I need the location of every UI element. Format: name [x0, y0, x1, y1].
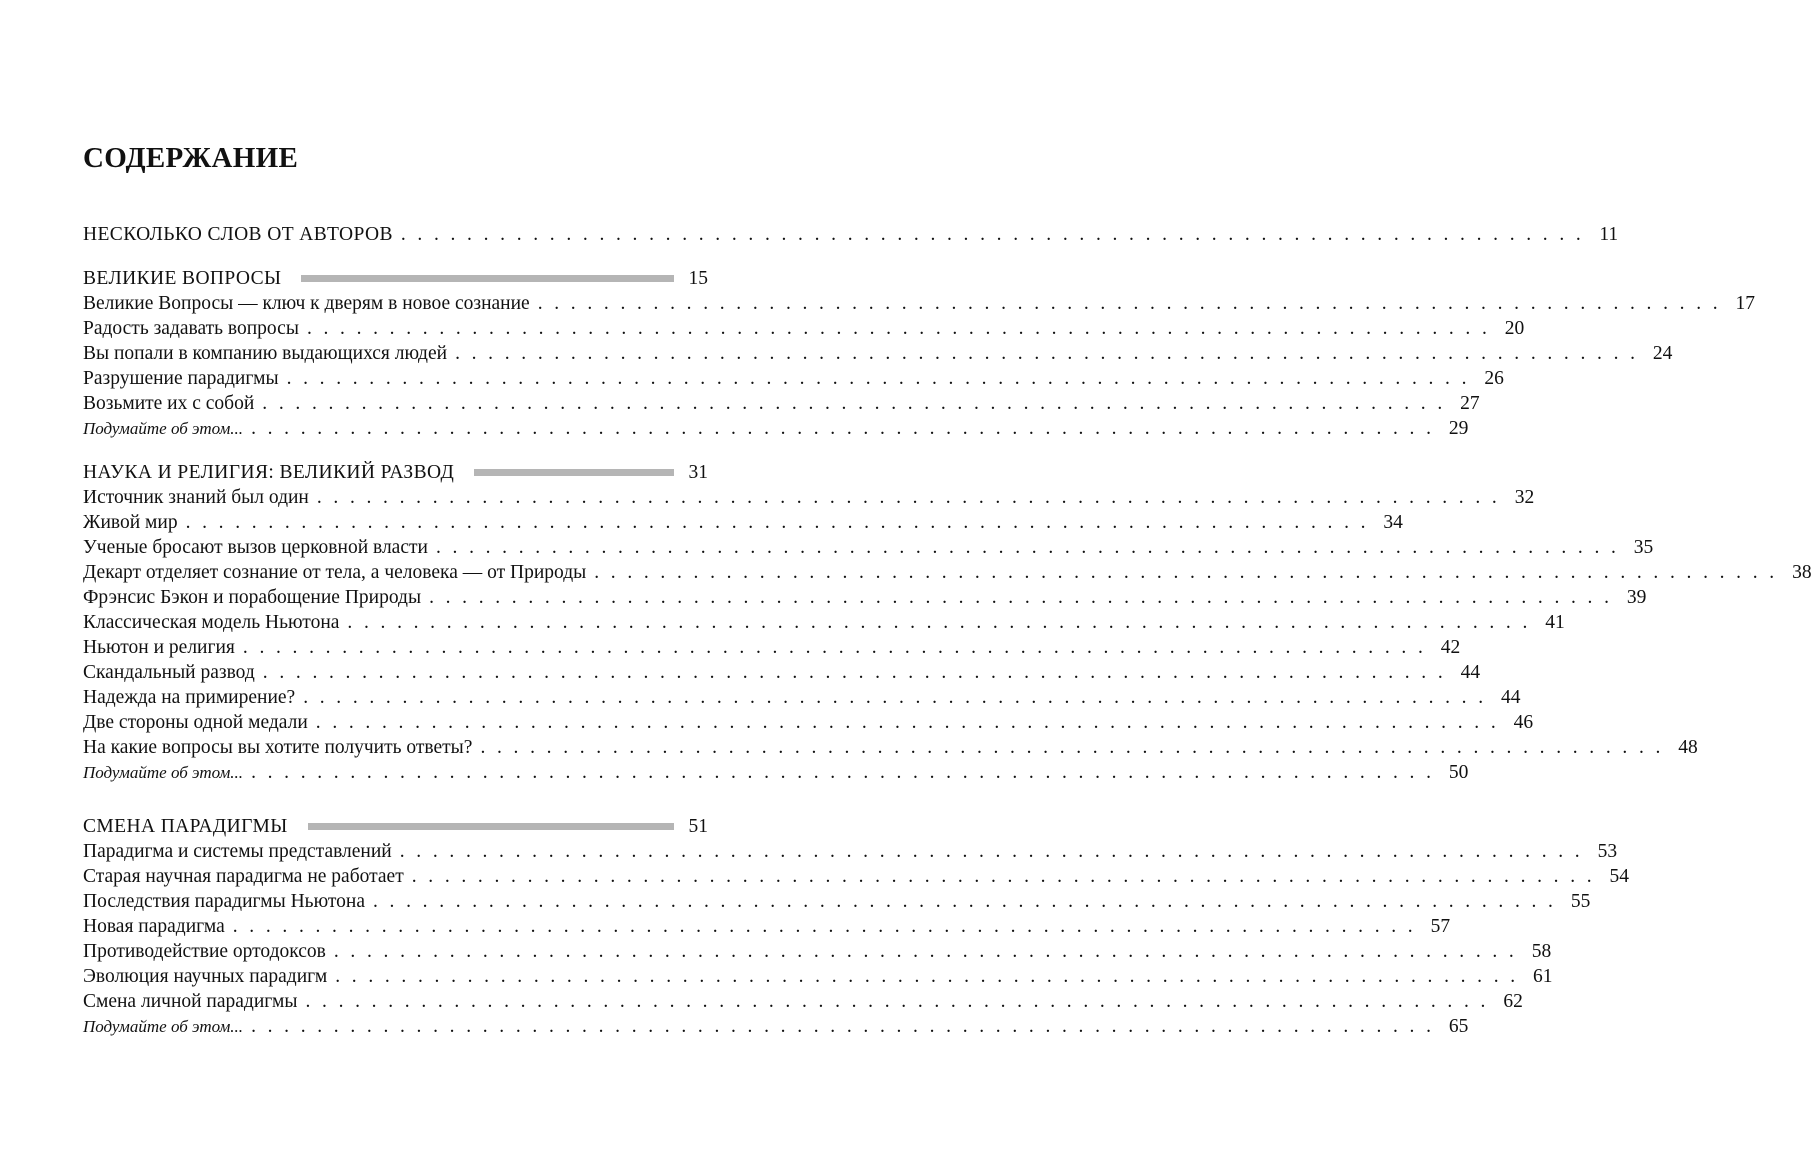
- section-rule: [301, 275, 674, 282]
- toc-page-number: 65: [1448, 1016, 1469, 1037]
- toc-page-number: 24: [1652, 343, 1673, 364]
- toc-entry-label: Парадигма и системы представлений: [83, 841, 392, 862]
- toc-entry-label: Подумайте об этом...: [83, 1017, 244, 1036]
- toc-entry-think-about-it[interactable]: [83, 760, 1469, 785]
- dot-leader: . . . . . . . . . . . . . . . . . . . . . . . . . . . . . . . . . . . . . . . . . . . . . . . . . . . . . . . . . . . . . . . . . . . . . . . .: [429, 587, 1613, 608]
- toc-page-number: 17: [1735, 293, 1756, 314]
- toc-entry[interactable]: [83, 839, 1618, 864]
- section-page-number: 31: [688, 462, 708, 483]
- toc-page-number: 62: [1503, 991, 1523, 1012]
- toc-entry-label: Разрушение парадигмы: [83, 368, 279, 389]
- toc-page-number: 46: [1513, 712, 1534, 733]
- toc-page-number: 48: [1678, 737, 1698, 758]
- toc-page-number: 41: [1545, 612, 1565, 633]
- toc-page-number: 27: [1460, 393, 1480, 414]
- toc-page-number: 61: [1533, 966, 1553, 987]
- toc-preface[interactable]: [83, 222, 1619, 247]
- section-title: ВЕЛИКИЕ ВОПРОСЫ: [83, 268, 282, 289]
- toc-page-number: 53: [1597, 841, 1618, 862]
- dot-leader: . . . . . . . . . . . . . . . . . . . . . . . . . . . . . . . . . . . . . . . . . . . . . . . . . . . . . . . . . . . . . . . . . . . . . . . .: [373, 891, 1557, 912]
- toc-entry[interactable]: [83, 366, 1504, 391]
- toc-entry[interactable]: [83, 485, 1535, 510]
- toc-entry[interactable]: [83, 535, 1654, 560]
- toc-entry-label: Смена личной парадигмы: [83, 991, 298, 1012]
- toc-page-number: 11: [1599, 224, 1619, 245]
- dot-leader: . . . . . . . . . . . . . . . . . . . . . . . . . . . . . . . . . . . . . . . . . . . . . . . . . . . . . . . . . . . . . . . . . . . . . . . .: [306, 318, 1491, 339]
- toc-entry-label: Классическая модель Ньютона: [83, 612, 340, 633]
- table-of-contents: [83, 222, 1812, 1039]
- dot-leader: . . . . . . . . . . . . . . . . . . . . . . . . . . . . . . . . . . . . . . . . . . . . . . . . . . . . . . . . . . . . . . . . . . . . . . . .: [399, 841, 1584, 862]
- toc-page-number: 54: [1609, 866, 1630, 887]
- toc-entry[interactable]: [83, 685, 1521, 710]
- toc-entry[interactable]: [83, 560, 1812, 585]
- toc-entry[interactable]: [83, 735, 1698, 760]
- toc-entry-label: Последствия парадигмы Ньютона: [83, 891, 365, 912]
- dot-leader: . . . . . . . . . . . . . . . . . . . . . . . . . . . . . . . . . . . . . . . . . . . . . . . . . . . . . . . . . . . . . . . . . . . . . . . .: [594, 562, 1778, 583]
- toc-entry-label: Ученые бросают вызов церковной власти: [83, 537, 428, 558]
- toc-entry-label: Источник знаний был один: [83, 487, 309, 508]
- toc-page-number: 20: [1504, 318, 1525, 339]
- toc-entry-label: Две стороны одной медали: [83, 712, 308, 733]
- toc-entry-label: Подумайте об этом...: [83, 763, 244, 782]
- toc-entry-label: Фрэнсис Бэкон и порабощение Природы: [83, 587, 422, 608]
- toc-page-number: 55: [1570, 891, 1591, 912]
- toc-page-number: 34: [1383, 512, 1403, 533]
- toc-entry[interactable]: [83, 341, 1673, 366]
- toc-entry[interactable]: [83, 635, 1461, 660]
- toc-entry[interactable]: [83, 864, 1630, 889]
- toc-entry-label: Подумайте об этом...: [83, 419, 244, 438]
- toc-entry[interactable]: [83, 964, 1553, 989]
- toc-entry-label: Противодействие ортодоксов: [83, 941, 326, 962]
- dot-leader: . . . . . . . . . . . . . . . . . . . . . . . . . . . . . . . . . . . . . . . . . . . . . . . . . . . . . . . . . . . . . . . . . . . . . . . .: [251, 762, 1435, 783]
- dot-leader: . . . . . . . . . . . . . . . . . . . . . . . . . . . . . . . . . . . . . . . . . . . . . . . . . . . . . . . . . . . . . . . . . . . . . . . .: [305, 991, 1489, 1012]
- toc-entry-label: Ньютон и религия: [83, 637, 235, 658]
- dot-leader: . . . . . . . . . . . . . . . . . . . . . . . . . . . . . . . . . . . . . . . . . . . . . . . . . . . . . . . . . . . . . . . . . . . . . . . .: [262, 393, 1446, 414]
- toc-entry-label: Радость задавать вопросы: [83, 318, 299, 339]
- toc-page-number: 32: [1514, 487, 1535, 508]
- dot-leader: . . . . . . . . . . . . . . . . . . . . . . . . . . . . . . . . . . . . . . . . . . . . . . . . . . . . . . . . . . . . . . . . . . . . . . . .: [411, 866, 1596, 887]
- dot-leader: . . . . . . . . . . . . . . . . . . . . . . . . . . . . . . . . . . . . . . . . . . . . . . . . . . . . . . . . . . . . . . . . . . . . . . . .: [185, 512, 1369, 533]
- toc-entry-label: НЕСКОЛЬКО СЛОВ ОТ АВТОРОВ: [83, 224, 393, 245]
- dot-leader: . . . . . . . . . . . . . . . . . . . . . . . . . . . . . . . . . . . . . . . . . . . . . . . . . . . . . . . . . . . . . . . . . . . . . . . .: [480, 737, 1664, 758]
- toc-entry-label: Великие Вопросы — ключ к дверям в новое сознание: [83, 293, 530, 314]
- toc-entry-label: Вы попали в компанию выдающихся людей: [83, 343, 448, 364]
- toc-entry[interactable]: [83, 889, 1591, 914]
- dot-leader: . . . . . . . . . . . . . . . . . . . . . . . . . . . . . . . . . . . . . . . . . . . . . . . . . . . . . . . . . . . . . . . . . . . . . . . .: [262, 662, 1447, 683]
- dot-leader: . . . . . . . . . . . . . . . . . . . . . . . . . . . . . . . . . . . . . . . . . . . . . . . . . . . . . . . . . . . . . . . . . . . . . . . .: [400, 224, 1585, 245]
- toc-page-number: 38: [1792, 562, 1812, 583]
- dot-leader: . . . . . . . . . . . . . . . . . . . . . . . . . . . . . . . . . . . . . . . . . . . . . . . . . . . . . . . . . . . . . . . . . . . . . . . .: [335, 966, 1519, 987]
- section-rule: [308, 823, 674, 830]
- section-heading[interactable]: [83, 266, 708, 291]
- dot-leader: . . . . . . . . . . . . . . . . . . . . . . . . . . . . . . . . . . . . . . . . . . . . . . . . . . . . . . . . . . . . . . . . . . . . . . . .: [315, 712, 1500, 733]
- page-title: СОДЕРЖАНИЕ: [83, 142, 299, 174]
- toc-entry[interactable]: [83, 610, 1565, 635]
- toc-entry[interactable]: [83, 391, 1480, 416]
- toc-page-number: 35: [1633, 537, 1654, 558]
- section-page-number: 15: [688, 268, 708, 289]
- toc-page-number: 44: [1460, 662, 1481, 683]
- toc-page-number: 42: [1440, 637, 1461, 658]
- dot-leader: . . . . . . . . . . . . . . . . . . . . . . . . . . . . . . . . . . . . . . . . . . . . . . . . . . . . . . . . . . . . . . . . . . . . . . . .: [316, 487, 1501, 508]
- toc-entry[interactable]: [83, 585, 1647, 610]
- section-rule: [474, 469, 674, 476]
- toc-entry-think-about-it[interactable]: [83, 1014, 1469, 1039]
- dot-leader: . . . . . . . . . . . . . . . . . . . . . . . . . . . . . . . . . . . . . . . . . . . . . . . . . . . . . . . . . . . . . . . . . . . . . . . .: [537, 293, 1722, 314]
- toc-page-number: 29: [1448, 418, 1469, 439]
- toc-entry[interactable]: [83, 316, 1525, 341]
- toc-entry-label: Скандальный развод: [83, 662, 255, 683]
- toc-page-number: 50: [1448, 762, 1469, 783]
- toc-entry[interactable]: [83, 989, 1523, 1014]
- dot-leader: . . . . . . . . . . . . . . . . . . . . . . . . . . . . . . . . . . . . . . . . . . . . . . . . . . . . . . . . . . . . . . . . . . . . . . . .: [347, 612, 1531, 633]
- toc-entry[interactable]: [83, 510, 1403, 535]
- toc-entry-label: Эволюция научных парадигм: [83, 966, 328, 987]
- toc-entry[interactable]: [83, 914, 1451, 939]
- toc-entry-label: Декарт отделяет сознание от тела, а человека — от Природы: [83, 562, 587, 583]
- toc-page-number: 44: [1501, 687, 1521, 708]
- section-heading[interactable]: [83, 814, 708, 839]
- section-heading[interactable]: [83, 460, 708, 485]
- toc-entry-label: Возьмите их с собой: [83, 393, 255, 414]
- toc-entry-label: Старая научная парадигма не работает: [83, 866, 404, 887]
- section-page-number: 51: [688, 816, 708, 837]
- dot-leader: . . . . . . . . . . . . . . . . . . . . . . . . . . . . . . . . . . . . . . . . . . . . . . . . . . . . . . . . . . . . . . . . . . . . . . . .: [286, 368, 1470, 389]
- dot-leader: . . . . . . . . . . . . . . . . . . . . . . . . . . . . . . . . . . . . . . . . . . . . . . . . . . . . . . . . . . . . . . . . . . . . . . . .: [232, 916, 1417, 937]
- section-title: НАУКА И РЕЛИГИЯ: ВЕЛИКИЙ РАЗВОД: [83, 462, 455, 483]
- toc-page-number: 57: [1430, 916, 1451, 937]
- toc-entry-label: Надежда на примирение?: [83, 687, 296, 708]
- dot-leader: . . . . . . . . . . . . . . . . . . . . . . . . . . . . . . . . . . . . . . . . . . . . . . . . . . . . . . . . . . . . . . . . . . . . . . . .: [303, 687, 1487, 708]
- dot-leader: . . . . . . . . . . . . . . . . . . . . . . . . . . . . . . . . . . . . . . . . . . . . . . . . . . . . . . . . . . . . . . . . . . . . . . . .: [251, 1016, 1435, 1037]
- toc-entry-label: Живой мир: [83, 512, 178, 533]
- toc-entry[interactable]: [83, 291, 1756, 316]
- toc-entry-think-about-it[interactable]: [83, 416, 1469, 441]
- toc-entry[interactable]: [83, 660, 1481, 685]
- toc-entry[interactable]: [83, 710, 1534, 735]
- toc-page-number: 58: [1531, 941, 1552, 962]
- toc-entry[interactable]: [83, 939, 1552, 964]
- dot-leader: . . . . . . . . . . . . . . . . . . . . . . . . . . . . . . . . . . . . . . . . . . . . . . . . . . . . . . . . . . . . . . . . . . . . . . . .: [251, 418, 1435, 439]
- toc-page-number: 39: [1626, 587, 1647, 608]
- toc-entry-label: Новая парадигма: [83, 916, 225, 937]
- dot-leader: . . . . . . . . . . . . . . . . . . . . . . . . . . . . . . . . . . . . . . . . . . . . . . . . . . . . . . . . . . . . . . . . . . . . . . . .: [455, 343, 1639, 364]
- toc-entry-label: На какие вопросы вы хотите получить ответы?: [83, 737, 473, 758]
- dot-leader: . . . . . . . . . . . . . . . . . . . . . . . . . . . . . . . . . . . . . . . . . . . . . . . . . . . . . . . . . . . . . . . . . . . . . . . .: [242, 637, 1427, 658]
- dot-leader: . . . . . . . . . . . . . . . . . . . . . . . . . . . . . . . . . . . . . . . . . . . . . . . . . . . . . . . . . . . . . . . . . . . . . . . .: [333, 941, 1518, 962]
- section-title: СМЕНА ПАРАДИГМЫ: [83, 816, 288, 837]
- dot-leader: . . . . . . . . . . . . . . . . . . . . . . . . . . . . . . . . . . . . . . . . . . . . . . . . . . . . . . . . . . . . . . . . . . . . . . . .: [435, 537, 1620, 558]
- toc-page-number: 26: [1484, 368, 1504, 389]
